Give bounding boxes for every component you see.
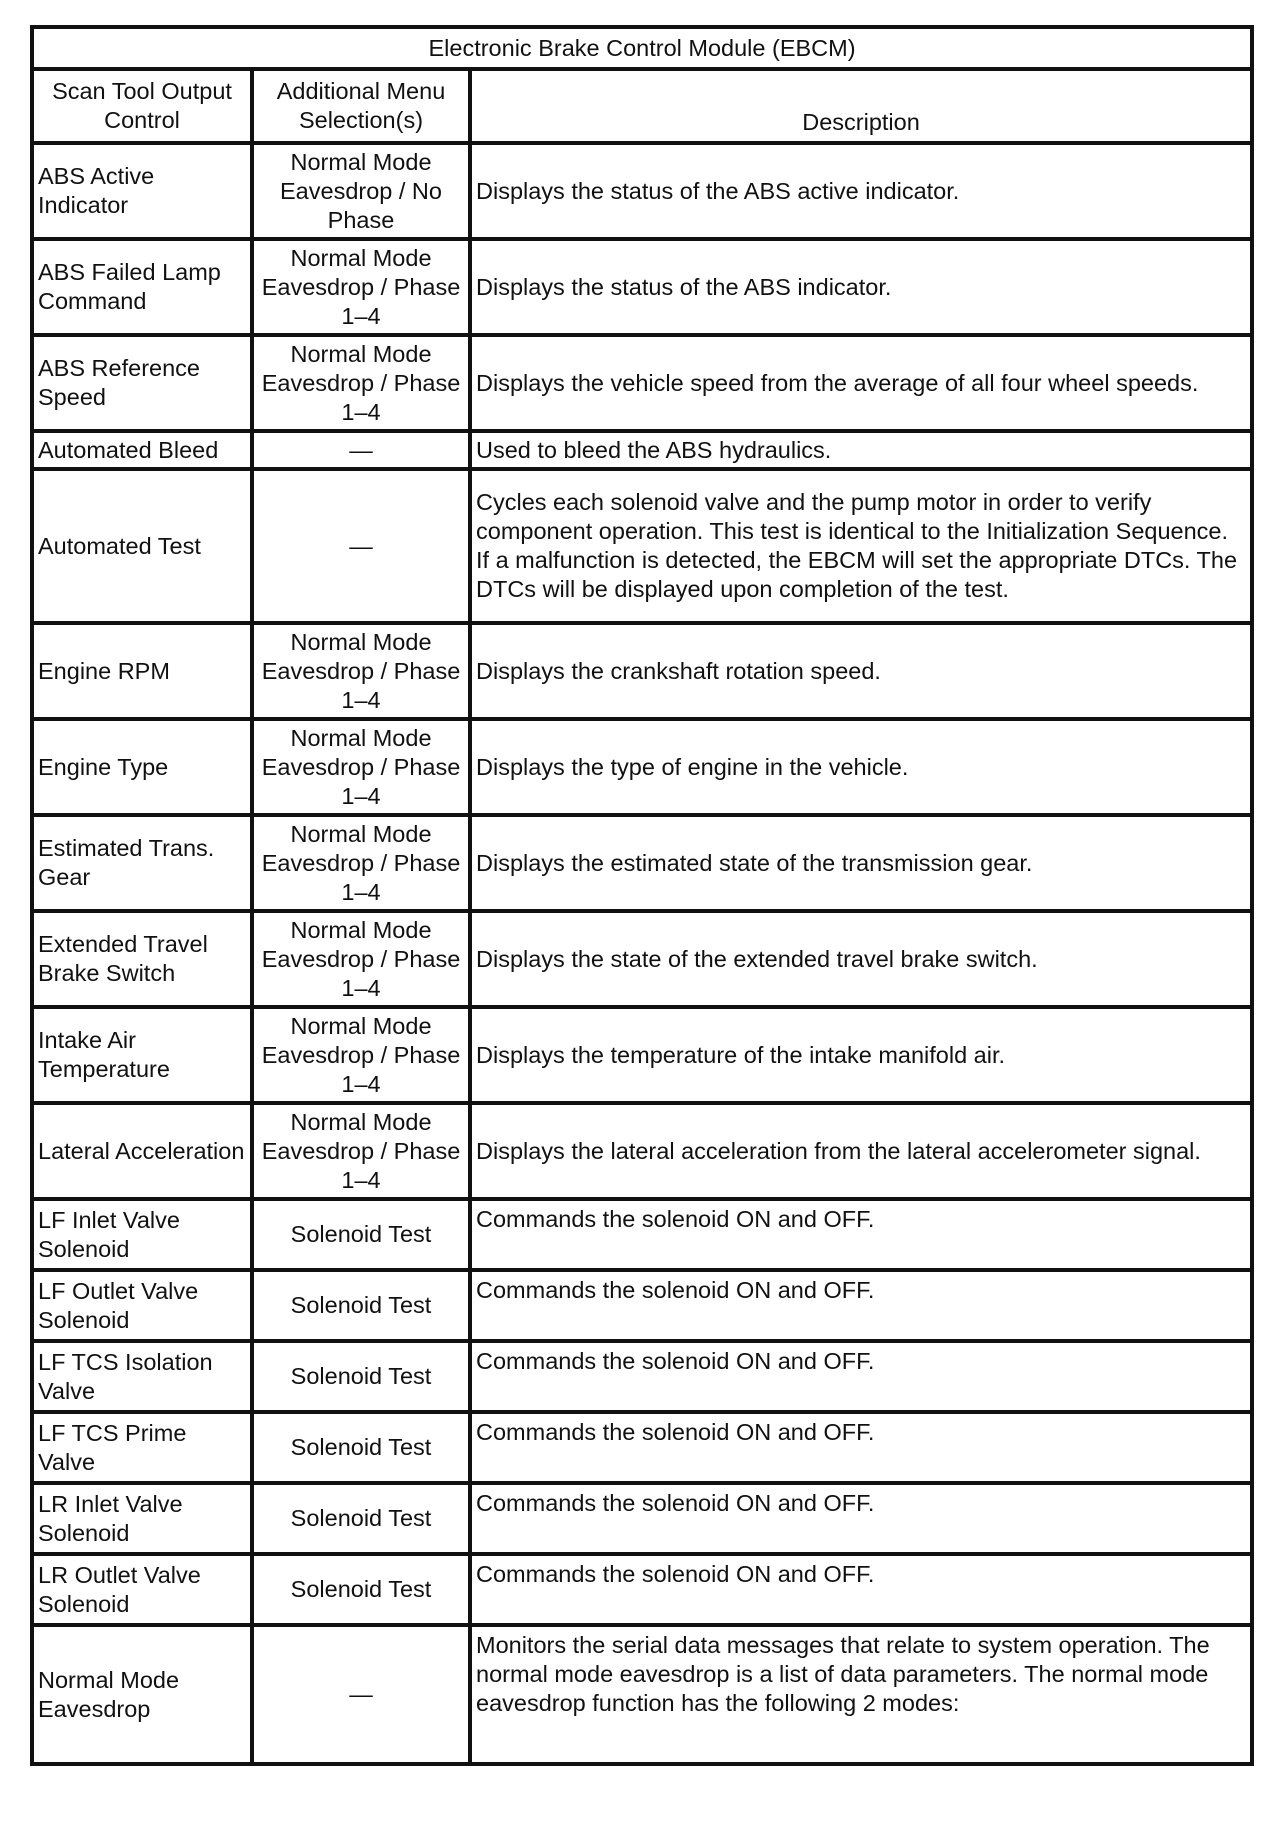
cell-description: Displays the type of engine in the vehicle. [470,719,1252,815]
cell-menu: Normal Mode Eavesdrop / Phase 1–4 [252,815,470,911]
table-row [32,1341,1252,1412]
cell-description: Commands the solenoid ON and OFF. [470,1483,1252,1554]
cell-control: ABS Reference Speed [32,335,252,431]
cell-description: Displays the status of the ABS active indicator. [470,143,1252,239]
cell-description: Commands the solenoid ON and OFF. [470,1199,1252,1270]
table-row [32,1199,1252,1270]
cell-control: ABS Failed Lamp Command [32,239,252,335]
cell-menu: Normal Mode Eavesdrop / Phase 1–4 [252,719,470,815]
cell-menu: Normal Mode Eavesdrop / Phase 1–4 [252,1007,470,1103]
cell-control: Automated Test [32,469,252,623]
cell-menu: Solenoid Test [252,1341,470,1412]
cell-control: LR Outlet Valve Solenoid [32,1554,252,1625]
cell-menu: — [252,1625,470,1764]
table-row [32,1554,1252,1625]
cell-menu: Normal Mode Eavesdrop / Phase 1–4 [252,623,470,719]
cell-description: Displays the lateral acceleration from the lateral accelerometer signal. [470,1103,1252,1199]
cell-control: Estimated Trans. Gear [32,815,252,911]
table-row [32,431,1252,469]
cell-description: Displays the state of the extended travel brake switch. [470,911,1252,1007]
table-row [32,1103,1252,1199]
cell-description: Displays the vehicle speed from the average of all four wheel speeds. [470,335,1252,431]
cell-control: ABS Active Indicator [32,143,252,239]
cell-menu: Solenoid Test [252,1412,470,1483]
cell-menu: Normal Mode Eavesdrop / Phase 1–4 [252,1103,470,1199]
cell-description: Displays the temperature of the intake manifold air. [470,1007,1252,1103]
header-additional-menu-selections: Additional Menu Selection(s) [252,69,470,143]
cell-control: Intake Air Temperature [32,1007,252,1103]
table-title: Electronic Brake Control Module (EBCM) [32,27,1252,69]
cell-menu: — [252,431,470,469]
table-row [32,1483,1252,1554]
cell-description: Monitors the serial data messages that relate to system operation. The normal mode eavesdrop is a list of data parameters. The normal mode eavesdrop function has the following 2 modes: [470,1625,1252,1764]
table-row [32,1007,1252,1103]
cell-control: Engine Type [32,719,252,815]
cell-description: Displays the estimated state of the transmission gear. [470,815,1252,911]
cell-menu: Solenoid Test [252,1270,470,1341]
table-row [32,335,1252,431]
cell-menu: Solenoid Test [252,1199,470,1270]
header-scan-tool-output-control: Scan Tool Output Control [32,69,252,143]
table-row [32,911,1252,1007]
cell-description: Commands the solenoid ON and OFF. [470,1554,1252,1625]
cell-description: Displays the crankshaft rotation speed. [470,623,1252,719]
cell-control: LF TCS Prime Valve [32,1412,252,1483]
table-row [32,1625,1252,1764]
cell-description: Commands the solenoid ON and OFF. [470,1412,1252,1483]
cell-menu: Normal Mode Eavesdrop / Phase 1–4 [252,335,470,431]
table-row [32,815,1252,911]
document-page [30,25,1250,1766]
cell-description: Commands the solenoid ON and OFF. [470,1270,1252,1341]
cell-control: Automated Bleed [32,431,252,469]
cell-menu: — [252,469,470,623]
table-row [32,469,1252,623]
cell-menu: Normal Mode Eavesdrop / Phase 1–4 [252,239,470,335]
ebcm-table [30,25,1254,1766]
cell-control: Engine RPM [32,623,252,719]
table-row [32,1270,1252,1341]
cell-control: LF TCS Isolation Valve [32,1341,252,1412]
table-row [32,719,1252,815]
cell-control: Extended Travel Brake Switch [32,911,252,1007]
cell-description: Displays the status of the ABS indicator. [470,239,1252,335]
header-description: Description [470,69,1252,143]
cell-menu: Normal Mode Eavesdrop / Phase 1–4 [252,911,470,1007]
cell-control: LF Outlet Valve Solenoid [32,1270,252,1341]
cell-control: LR Inlet Valve Solenoid [32,1483,252,1554]
cell-menu: Solenoid Test [252,1554,470,1625]
cell-control: Lateral Acceleration [32,1103,252,1199]
table-row [32,623,1252,719]
table-row [32,143,1252,239]
table-row [32,239,1252,335]
cell-description: Commands the solenoid ON and OFF. [470,1341,1252,1412]
cell-description: Used to bleed the ABS hydraulics. [470,431,1252,469]
cell-menu: Normal Mode Eavesdrop / No Phase [252,143,470,239]
cell-description: Cycles each solenoid valve and the pump motor in order to verify component operation. This test is identical to the Initialization Sequence. If a malfunction is detected, the EBCM will set the appropriate DTCs. The DTCs will be displayed upon completion of the test. [470,469,1252,623]
cell-control: LF Inlet Valve Solenoid [32,1199,252,1270]
cell-menu: Solenoid Test [252,1483,470,1554]
cell-control: Normal Mode Eavesdrop [32,1625,252,1764]
table-row [32,1412,1252,1483]
